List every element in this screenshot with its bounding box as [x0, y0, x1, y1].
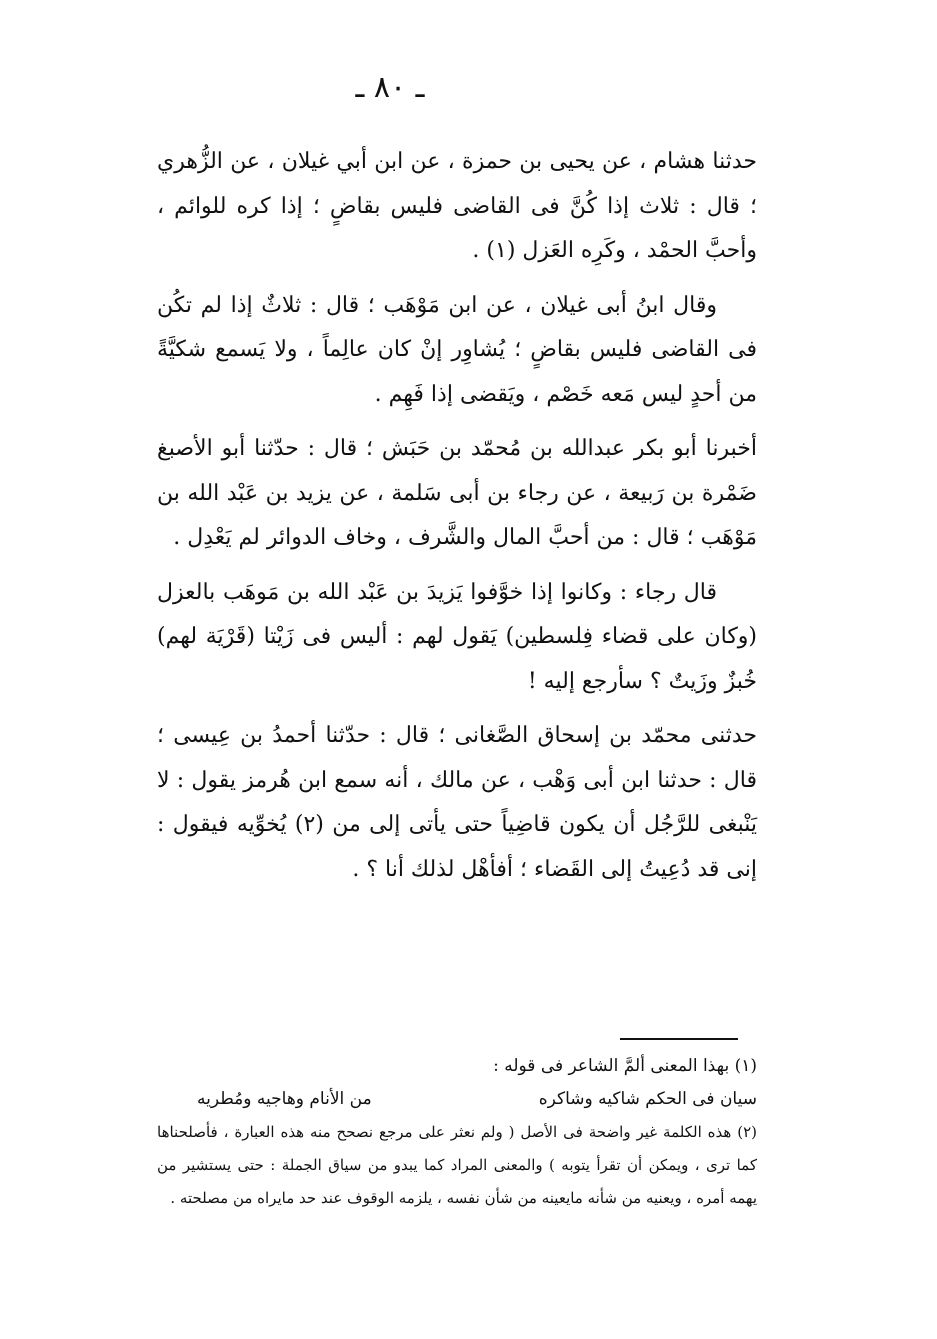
footnotes	[157, 1050, 757, 1215]
footnote-divider	[620, 1038, 738, 1040]
footnote-1-verse	[197, 1083, 757, 1116]
paragraph-2: وقال ابنُ أبى غيلان ، عن ابن مَوْهَب ؛ قال : ثلاثٌ إذا لم تكُن فى القاضى فليس بقاضٍ ؛ يُشاوِر إنْ كان عالِماً ، ولا يَسمع شكيَّةً من أحدٍ ليس مَعه خَصْم ، ويَقضى إذا فَهِم .	[157, 292, 757, 407]
page-number: ـ ٨٠ ـ	[355, 70, 425, 105]
paragraph-1: حدثنا هشام ، عن يحيى بن حمزة ، عن ابن أبي غيلان ، عن الزُّهري ؛ قال : ثلاث إذا كُنَّ فى القاضى فليس بقاضٍ ؛ إذا كره للوائم ، وأحبَّ الحمْد ، وكَرِه العَزل (١) .	[157, 149, 757, 263]
verse-first-hemistich: سيان فى الحكم شاكيه وشاكره	[538, 1089, 757, 1109]
verse-second-hemistich: من الأنام وهاجيه ومُطريه	[197, 1089, 372, 1109]
paragraph-5: حدثنى محمّد بن إسحاق الصَّغانى ؛ قال : حدّثنا أحمدُ بن عِيسى ؛ قال : حدثنا ابن أبى وَهْب ، عن مالك ، أنه سمع ابن هُرمز يقول : لا يَنْبغى للرَّجُل أن يكون قاضِياً حتى يأتى إلى من (٢) يُخوِّيه فيقول : إنى قد دُعِيتُ إلى القَضاء ؛ أفأهْل لذلك أنا ؟ .	[157, 723, 758, 882]
paragraph-3: أخبرنا أبو بكر عبدالله بن مُحمّد بن حَبَش ؛ قال : حدّثنا أبو الأصبغ ضَمْرة بن رَبيعة ، عن رجاء بن أبى سَلمة ، عن يزيد بن عَبْد الله بن مَوْهَب ؛ قال : من أحبَّ المال والشَّرف ، وخاف الدوائر لم يَعْدِل .	[157, 436, 757, 550]
footnote-2: (٢) هذه الكلمة غير واضحة فى الأصل ( ولم نعثر على مرجع نصحح منه هذه العبارة ، فأصلحناها كما ترى ، ويمكن أن تقرأ يتوبه ) والمعنى المراد كما يبدو من سياق الجملة : حتى يستشير من يهمه أمره ، ويعنيه من شأنه مايعينه من شأن نفسه ، يلزمه الوقوف عند حد مايراه من مصلحته .	[157, 1123, 757, 1207]
paragraph-4: قال رجاء : وكانوا إذا خوَّفوا يَزيدَ بن عَبْد الله بن مَوهَب بالعزل (وكان على قضاء فِلسطين) يَقول لهم : أليس فى زَيْتا (قَرْيَة لهم) خُبزٌ وزَيتٌ ؟ سأرجع إليه !	[157, 579, 757, 694]
main-text	[157, 140, 757, 902]
footnote-1-intro: (١) بهذا المعنى ألمَّ الشاعر فى قوله :	[493, 1056, 757, 1076]
